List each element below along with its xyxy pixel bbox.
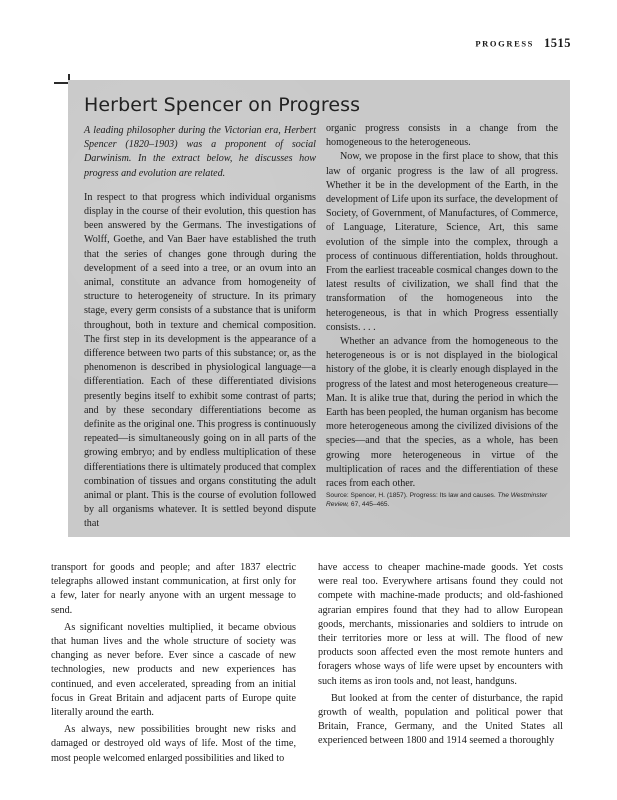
source-prefix: Source: Spencer, H. (1857). Progress: Its law and causes. (326, 492, 498, 500)
sidebar-column-left (84, 124, 316, 532)
sidebar-intro: A leading philosopher during the Victorian era, Herbert Spencer (1820–1903) was a proponent of social Darwinism. In the extract below, he discusses how progress and evolution are related. (84, 125, 316, 179)
sidebar-box (68, 80, 570, 537)
source-suffix: 67, 445–465. (349, 501, 390, 509)
body-left-paragraph-1: transport for goods and people; and after 1837 electric telegraphs allowed instant communication, at first only for a few, later for nearly anyone with an urgent message to send. (51, 562, 296, 616)
body-column-right (318, 561, 563, 749)
running-header-section: PROGRESS (475, 38, 534, 49)
sidebar-right-paragraph-1: organic progress consists in a change from the homogeneous to the heterogeneous. (326, 123, 558, 149)
body-right-paragraph-2: But looked at from the center of disturbance, the rapid growth of wealth, population and political power that Britain, France, Germany, and the United States all experienced between 1800 and 1914 seemed a thoroughly (318, 692, 563, 747)
sidebar-left-paragraph: In respect to that progress which individual organisms display in the course of their evolution, this question has been answered by the Germans. The investigations of Wolff, Goethe, and Van Baer have established the truth that the series of changes gone through during the development of a seed into a tree, or an ovum into an animal, constitute an advance from homogeneity of structure to heterogeneity of structure. In its primary stage, every germ consists of a substance that is uniform throughout, both in texture and chemical composition. The first step in its development is the appearance of a difference between two parts of this substance; or, as the phenomenon is described in physiological language—a differentiation. Each of these differentiated divisions presently begins itself to exhibit some contrast of parts; and by these secondary differentiations become as definite as the original one. This progress is continuously repeated—is simultaneously going on in all parts of the growing embryo; and by endless multiplication of these differentiations there is ultimately produced that complex combination of tissues and organs constituting the adult animal or plant. This is the course of evolution followed by all organisms whatever. It is settled beyond dispute that (84, 191, 316, 530)
body-column-left (51, 561, 296, 766)
sidebar-source (326, 491, 558, 509)
running-header (475, 34, 571, 48)
sidebar-right-paragraph-3: Whether an advance from the homogeneous to the heterogeneous is or is not displayed in the biological history of the globe, it is clearly enough displayed in the progress of the latest and most heterogeneous creature—Man. It is alike true that, during the period in which the Earth has been peopled, the human organism has become more heterogeneous among the civilized divisions of the species—and that the species, as a whole, has been growing more heterogeneous in virtue of the multiplication of races and the differentiation of these races from each other. (326, 336, 558, 490)
body-left-paragraph-3: As always, new possibilities brought new risks and damaged or destroyed old ways of life. Most of the time, most people welcomed enlarged possibilities and liked to (51, 724, 296, 764)
source-journal: The Westminster Review, (326, 492, 548, 509)
sidebar-title: Herbert Spencer on Progress (84, 94, 361, 116)
body-left-paragraph-2: As significant novelties multiplied, it became obvious that human lives and the whole structure of society was changing as never before. Ever since a cascade of new technologies, new products and new experiences has continued, and even accelerated, spreading from an initial focus in Great Britain and adjacent parts of Europe quite literally around the earth. (51, 621, 296, 719)
sidebar-right-paragraph-2: Now, we propose in the first place to show, that this law of organic progress is the law of all progress. Whether it be in the development of the Earth, in the development of Life upon its surface, the development of Society, of Government, of Manufactures, of Commerce, of Language, Literature, Science, Art, this same evolution of the simple into the complex, through a process of continuous differentiation, holds throughout. From the earliest traceable cosmical changes down to the latest results of civilization, we shall find that the transformation of the homogeneous into the heterogeneous, is that in which Progress essentially consists. . . . (326, 151, 558, 333)
page-number: 1515 (544, 35, 571, 50)
sidebar-column-right (326, 122, 558, 509)
body-right-paragraph-1: have access to cheaper machine-made goods. Yet costs were real too. Everywhere artisans found they could not compete with machine-made products; and old-fashioned agrarian empires found that they had to allow European goods, merchants, missionaries and soldiers to intrude on their territories more or less at will. The flood of new products soon affected even the most remote hunters and foragers whose ways of life were upset by encounters with such items as iron tools and, not least, handguns. (318, 562, 563, 687)
